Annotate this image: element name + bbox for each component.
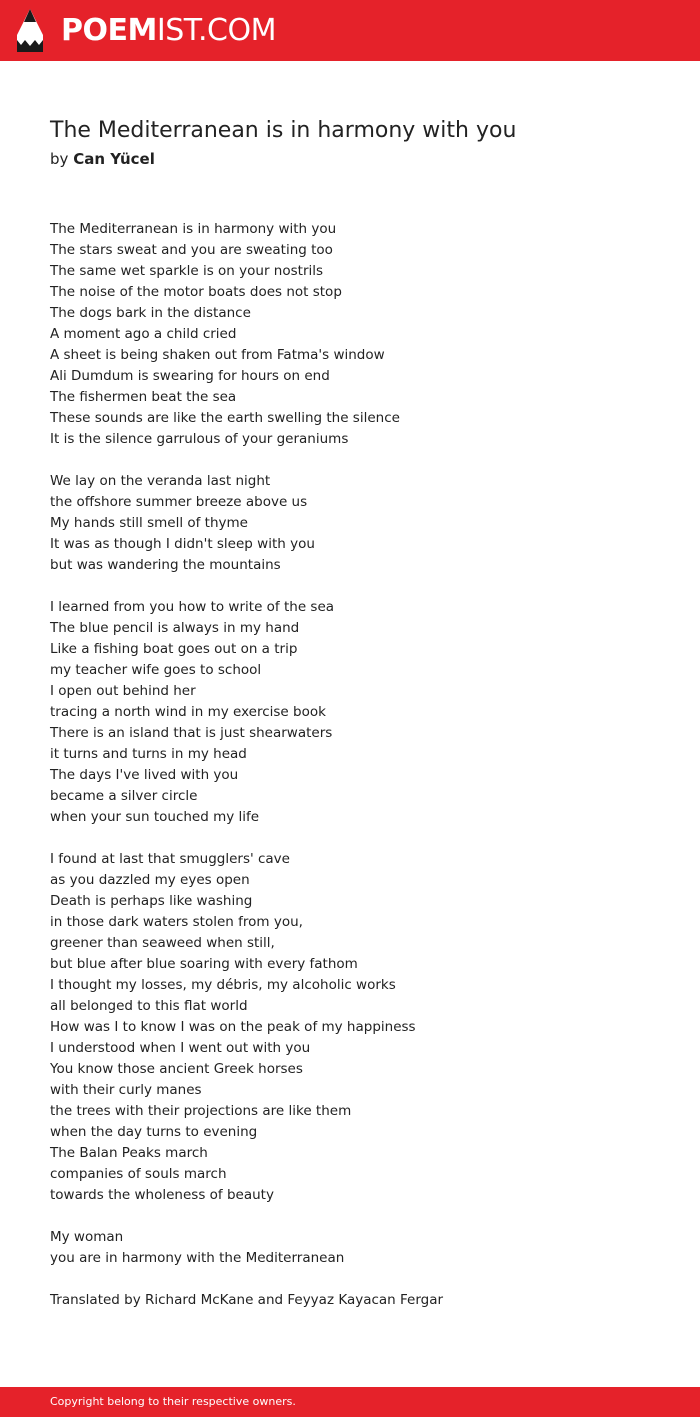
poem-title: The Mediterranean is in harmony with you xyxy=(50,118,517,143)
poem-line: The days I've lived with you xyxy=(50,767,239,783)
poem-line: The fishermen beat the sea xyxy=(50,389,237,405)
logo-light-text: IST.COM xyxy=(156,13,276,48)
poem-line: all belonged to this flat world xyxy=(50,998,248,1014)
stanza-break xyxy=(50,450,670,471)
poem-line: A sheet is being shaken out from Fatma's window xyxy=(50,347,385,363)
poem-line: The dogs bark in the distance xyxy=(50,305,251,321)
poem-line: It is the silence garrulous of your geraniums xyxy=(50,431,349,447)
translator-note: Translated by Richard McKane and Feyyaz Kayacan Fergar xyxy=(50,1292,444,1308)
poem-line: It was as though I didn't sleep with you xyxy=(50,536,315,552)
poem-line: it turns and turns in my head xyxy=(50,746,247,762)
poem-byline xyxy=(50,148,155,170)
poem-line: but blue after blue soaring with every fathom xyxy=(50,956,358,972)
poem-line: with their curly manes xyxy=(50,1082,202,1098)
poem-body xyxy=(50,219,670,1269)
logo-bold-text: POEM xyxy=(61,13,157,48)
stanza-break xyxy=(50,1206,670,1227)
poem-line: I thought my losses, my débris, my alcoholic works xyxy=(50,977,396,993)
poem-line: Like a fishing boat goes out on a trip xyxy=(50,641,298,657)
poem-line: when your sun touched my life xyxy=(50,809,260,825)
copyright-text: Copyright belong to their respective owners. xyxy=(50,1395,296,1408)
poem-line: towards the wholeness of beauty xyxy=(50,1187,274,1203)
by-label: by xyxy=(50,150,69,168)
poem-line: The same wet sparkle is on your nostrils xyxy=(50,263,324,279)
poem-line: A moment ago a child cried xyxy=(50,326,237,342)
poem-line: The Mediterranean is in harmony with you xyxy=(50,221,337,237)
poem-line: These sounds are like the earth swelling the silence xyxy=(50,410,400,426)
poem-line: My woman xyxy=(50,1229,124,1245)
poem-line: I learned from you how to write of the sea xyxy=(50,599,335,615)
pencil-icon xyxy=(17,9,43,52)
poem-line: I open out behind her xyxy=(50,683,196,699)
poem-line: in those dark waters stolen from you, xyxy=(50,914,303,930)
stanza-break xyxy=(50,576,670,597)
poem-line: My hands still smell of thyme xyxy=(50,515,248,531)
poem-line: when the day turns to evening xyxy=(50,1124,258,1140)
poem-line: the offshore summer breeze above us xyxy=(50,494,308,510)
poem-line: You know those ancient Greek horses xyxy=(50,1061,303,1077)
poem-author: Can Yücel xyxy=(73,150,155,168)
poem-line: but was wandering the mountains xyxy=(50,557,281,573)
poem-line: I understood when I went out with you xyxy=(50,1040,311,1056)
poem-line: How was I to know I was on the peak of my happiness xyxy=(50,1019,416,1035)
poem-line: Ali Dumdum is swearing for hours on end xyxy=(50,368,330,384)
poem-line: The noise of the motor boats does not stop xyxy=(50,284,342,300)
poem-line: the trees with their projections are like them xyxy=(50,1103,352,1119)
poem-line: The stars sweat and you are sweating too xyxy=(50,242,333,258)
poem-line: as you dazzled my eyes open xyxy=(50,872,250,888)
poem-line: Death is perhaps like washing xyxy=(50,893,253,909)
poem-line: The Balan Peaks march xyxy=(50,1145,208,1161)
poem-line: We lay on the veranda last night xyxy=(50,473,271,489)
site-header xyxy=(0,0,700,61)
site-logo[interactable] xyxy=(61,11,276,51)
poem-line: my teacher wife goes to school xyxy=(50,662,262,678)
poem-line: became a silver circle xyxy=(50,788,198,804)
poem-line: The blue pencil is always in my hand xyxy=(50,620,300,636)
poem-line: There is an island that is just shearwaters xyxy=(50,725,333,741)
site-footer xyxy=(0,1387,700,1417)
stanza-break xyxy=(50,828,670,849)
poem-line: you are in harmony with the Mediterranean xyxy=(50,1250,345,1266)
poem-line: companies of souls march xyxy=(50,1166,227,1182)
poem-line: greener than seaweed when still, xyxy=(50,935,275,951)
poem-line: tracing a north wind in my exercise book xyxy=(50,704,326,720)
poem-line: I found at last that smugglers' cave xyxy=(50,851,290,867)
